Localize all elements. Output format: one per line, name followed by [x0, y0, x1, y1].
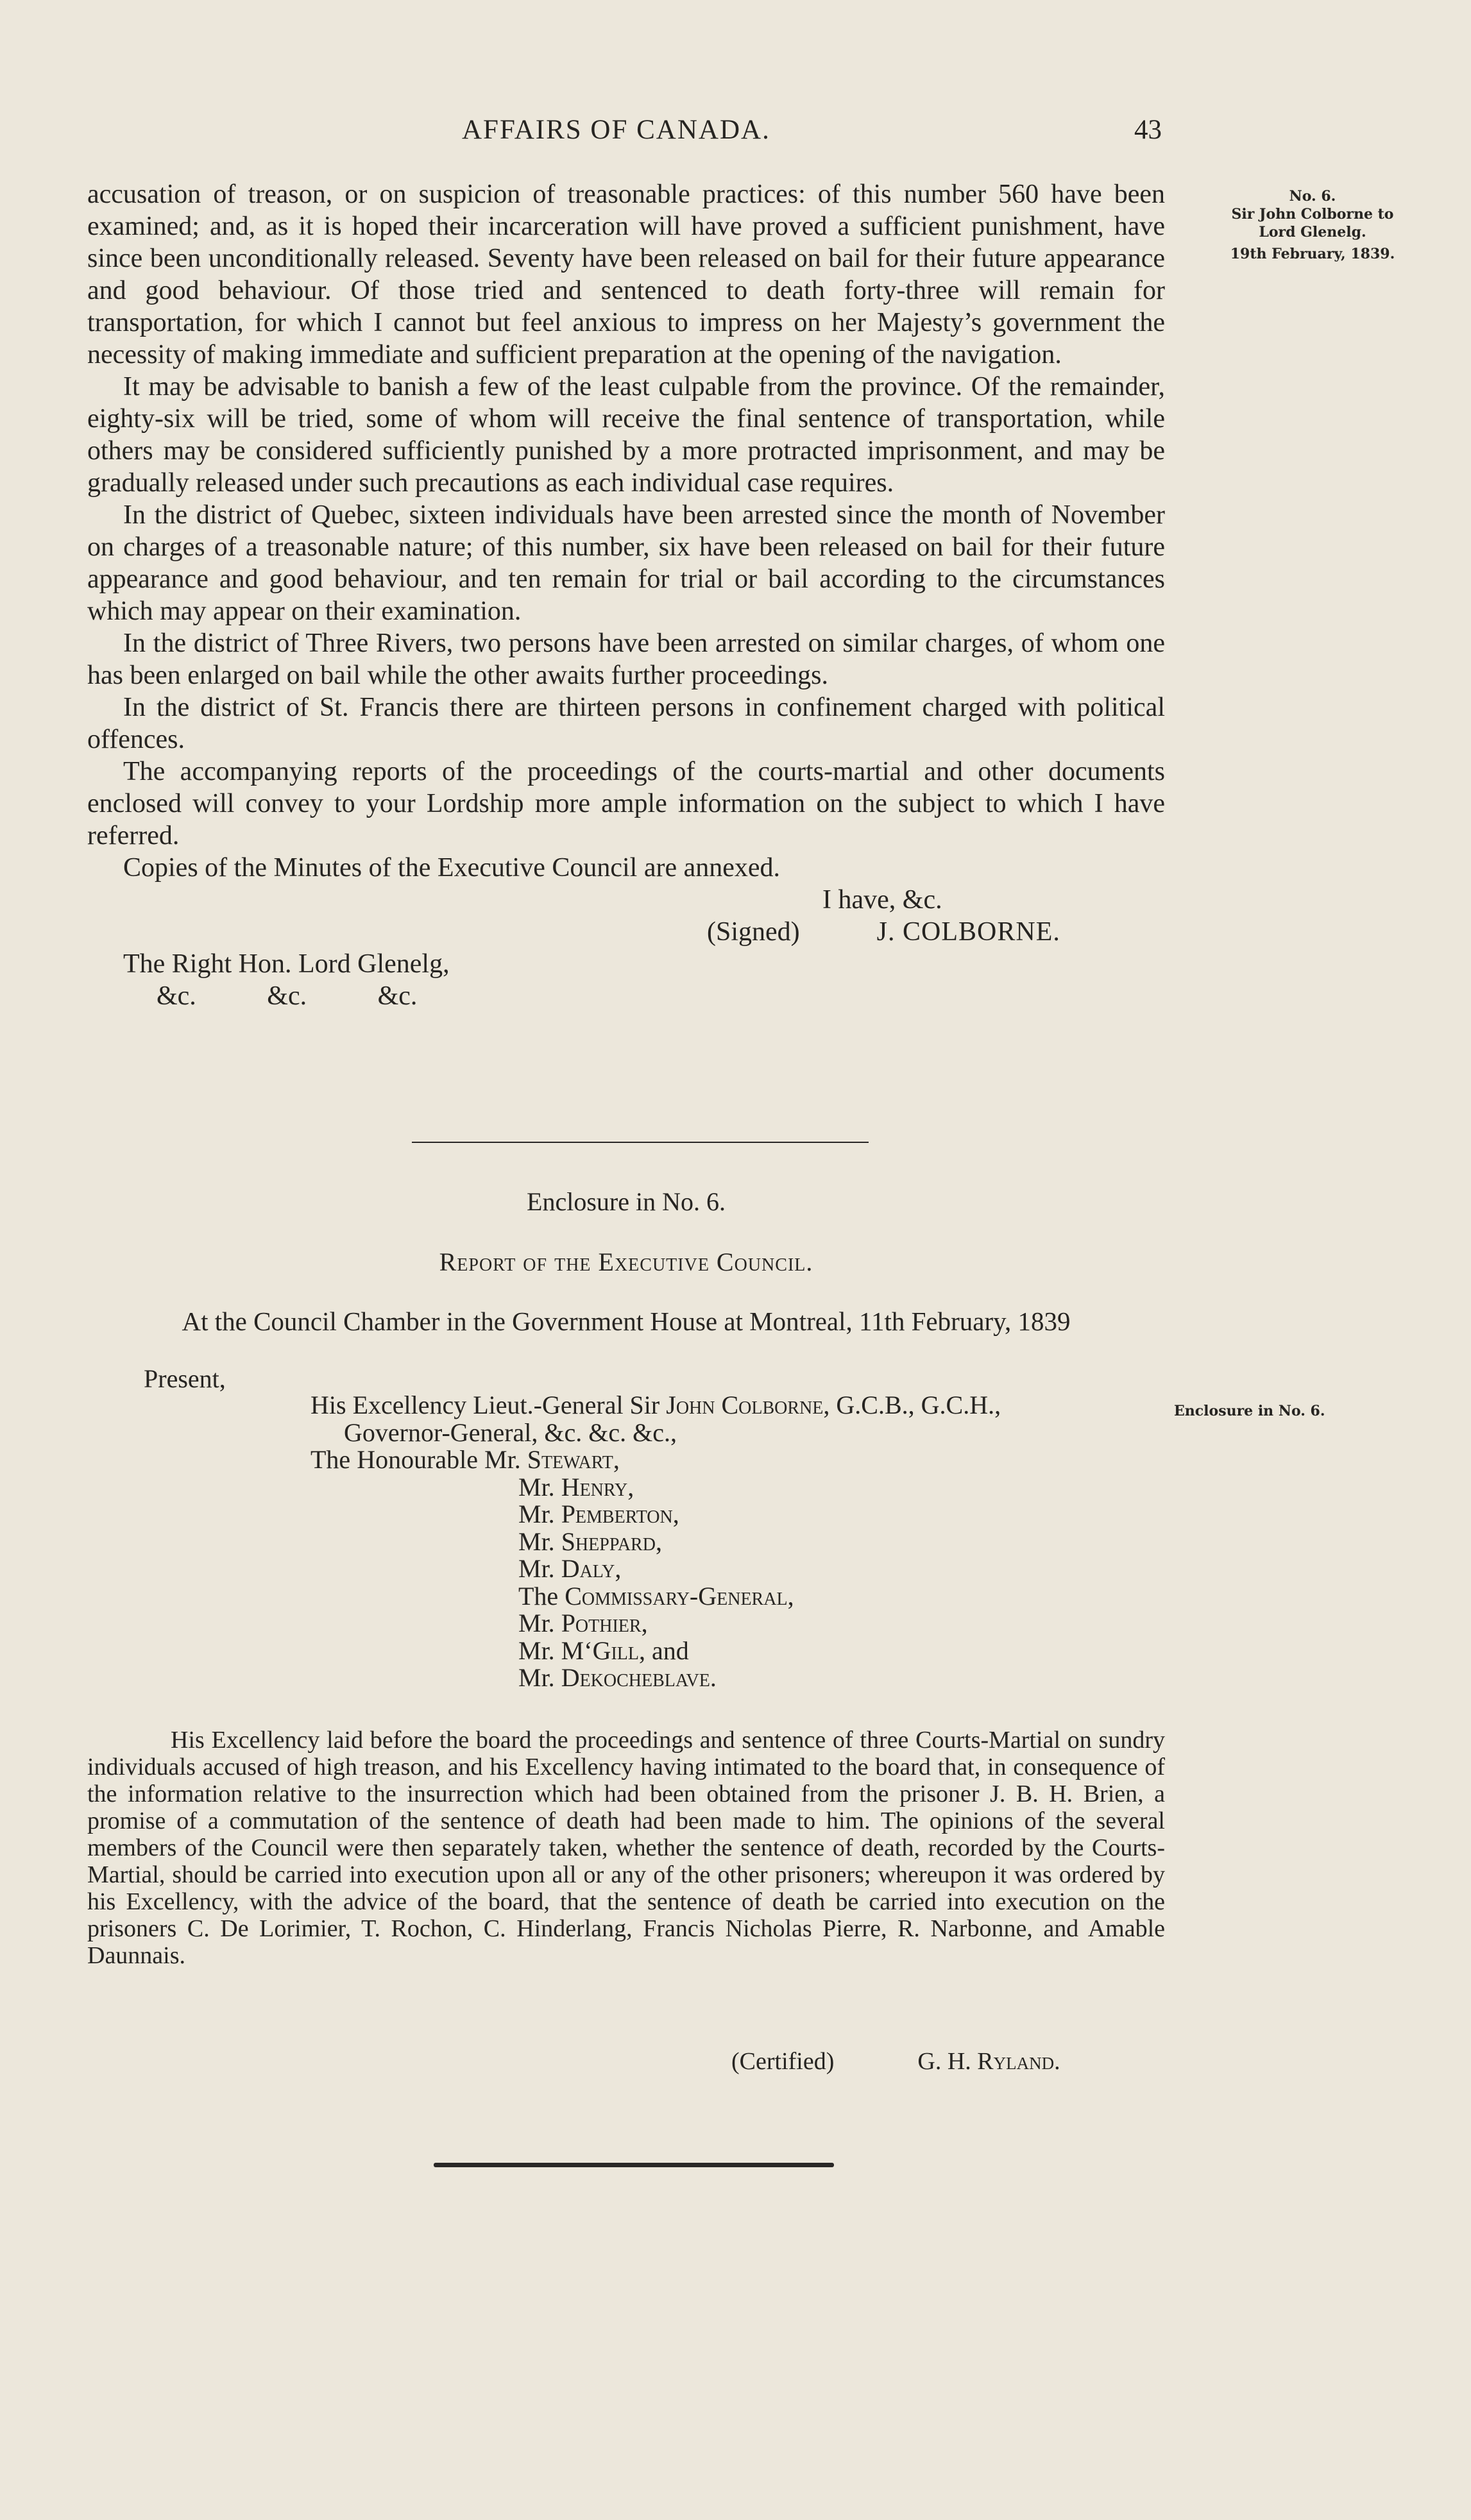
- present-label: Present,: [144, 1364, 226, 1393]
- paragraph: The accompanying reports of the proceedings of the courts-martial and other documents enclosed will convey to your Lordship more ample information on the subject to which I have referred.: [87, 757, 1165, 850]
- paragraph: In the district of Quebec, sixteen individuals have been arrested since the month of November on charges of a treasonable nature; of this number, six have been released on bail for their future appearance and good behaviour, and ten remain for trial or bail according to the circumstances which may appear on their examination.: [87, 500, 1165, 626]
- honourable-prefix: The Honourable Mr.: [310, 1445, 527, 1474]
- chair-name: John Colborne: [666, 1391, 824, 1419]
- member-prefix: Mr. M‘: [518, 1636, 593, 1665]
- member-name: Pemberton: [561, 1500, 673, 1528]
- minute-paragraph: His Excellency laid before the board the proceedings and sentence of three Courts-Martial on sundry individuals accused of high treason, and his Excellency having intimated to the board that, in consequence of the information relative to the insurrection which had been obtained from the prisoner J. B. H. Brien, a promise of a commutation of the sentence of death had been made to him. The opinions of the several members of the Council were then separately taken, whether the sentence of death, recorded by the Courts-Martial, should be carried into execution upon all or any of the other prisoners; whereupon it was ordered by his Excellency, with the advice of the board, that the sentence of death be carried into execution on the prisoners C. De Lorimier, T. Rochon, C. Hinderlang, Francis Nicholas Pierre, R. Narbonne, and Amable Daunnais.: [87, 1727, 1165, 1969]
- member-suffix: .: [710, 1663, 717, 1692]
- signature: J. COLBORNE.: [876, 917, 1060, 947]
- side-note-number: No. 6.: [1289, 188, 1336, 205]
- member-suffix: ,: [627, 1472, 634, 1501]
- member-name: Dekocheblave: [561, 1663, 710, 1692]
- addressee-etc: &c. &c. &c.: [157, 981, 418, 1011]
- list-item: [310, 1555, 1183, 1583]
- member-prefix: Mr.: [518, 1472, 561, 1501]
- member-name: Henry: [561, 1472, 628, 1501]
- signature-line: [87, 916, 1165, 948]
- member-name: Sheppard: [561, 1526, 656, 1556]
- member-name: Commissary-General: [565, 1581, 788, 1611]
- paragraph: In the district of St. Francis there are thirteen persons in confinement charged with political offences.: [87, 693, 1165, 754]
- enclosure-heading: Enclosure in No. 6.: [527, 1187, 726, 1216]
- attendee-honourable: The Honourable Mr. Stewart,: [310, 1445, 620, 1474]
- closing-line: I have, &c.: [822, 885, 942, 915]
- member-suffix: ,: [787, 1581, 794, 1611]
- paragraph: accusation of treason, or on suspicion of treasonable practices: of this number 560 have been examined; and, as it is hoped their incarceration will have proved a sufficient punishment, have since been unconditionally released. Seventy have been released on bail for their future appearance and good behaviour. Of those tried and sentenced to death forty-three will remain for transportation, for which I cannot but feel anxious to impress on her Majesty’s government the necessity of making immediate and sufficient preparation at the opening of the navigation.: [87, 180, 1165, 369]
- list-item: [310, 1637, 1183, 1665]
- chair-prefix: His Excellency Lieut.-General Sir: [310, 1391, 667, 1419]
- side-note-enclosure: Enclosure in No. 6.: [1174, 1403, 1325, 1419]
- member-prefix: Mr.: [518, 1526, 561, 1556]
- end-rule: [434, 2163, 834, 2167]
- side-note-from-to-1: Sir John Colborne to: [1231, 206, 1394, 223]
- council-minute: [87, 1727, 1165, 1969]
- side-note-date: 19th February, 1839.: [1230, 246, 1395, 262]
- member-prefix: Mr.: [518, 1554, 561, 1583]
- member-name: Gill: [592, 1636, 639, 1665]
- addressee: The Right Hon. Lord Glenelg,: [123, 949, 450, 979]
- attendee-chair-title: Governor-General, &c. &c. &c.,: [344, 1417, 677, 1447]
- chair-suffix: , G.C.B., G.C.H.,: [823, 1391, 1001, 1419]
- member-prefix: The: [518, 1581, 565, 1611]
- certified-by: G. H. Ryland.: [917, 2048, 1060, 2075]
- page-number: 43: [1134, 115, 1162, 145]
- paragraph: Copies of the Minutes of the Executive Council are annexed.: [123, 853, 781, 883]
- member-suffix: ,: [655, 1526, 662, 1556]
- member-suffix: , and: [639, 1636, 689, 1665]
- report-title: Report of the Executive Council.: [439, 1247, 813, 1276]
- member-prefix: Mr.: [518, 1500, 561, 1528]
- member-prefix: Mr.: [518, 1609, 561, 1637]
- list-item: [310, 1664, 1183, 1692]
- attendee-list: [310, 1392, 1183, 1692]
- certified-label: (Certified): [731, 2048, 835, 2075]
- member-suffix: ,: [672, 1500, 679, 1528]
- letter-body: [87, 178, 1165, 1012]
- member-suffix: ,: [615, 1554, 622, 1583]
- member-name: Pothier: [561, 1609, 642, 1637]
- paragraph: In the district of Three Rivers, two persons have been arrested on similar charges, of whom one has been enlarged on bail while the other awaits further proceedings.: [87, 629, 1165, 690]
- member-suffix: ,: [641, 1609, 648, 1637]
- side-note-from-to-2: Lord Glenelg.: [1259, 224, 1366, 241]
- list-item: [310, 1583, 1183, 1611]
- side-note-despatch: [1178, 187, 1447, 263]
- list-item: [310, 1501, 1183, 1528]
- list-item: [310, 1610, 1183, 1637]
- certification: [731, 2047, 1060, 2076]
- member-prefix: Mr.: [518, 1663, 561, 1692]
- running-title: AFFAIRS OF CANADA.: [462, 115, 770, 145]
- place-date: At the Council Chamber in the Government House at Montreal, 11th February, 1839: [182, 1307, 1071, 1336]
- attendee-chair: [310, 1392, 1183, 1419]
- paragraph: It may be advisable to banish a few of the least culpable from the province. Of the remainder, eighty-six will be tried, some of whom will receive the final sentence of transportation, while others may be considered sufficiently punished by a more protracted imprisonment, and may be gradually released under such precautions as each individual case requires.: [87, 372, 1165, 498]
- signed-label: (Signed): [707, 917, 800, 947]
- member-name: Daly: [561, 1554, 615, 1583]
- list-item: [310, 1474, 1183, 1501]
- list-item: [310, 1528, 1183, 1556]
- honourable-name: Stewart: [527, 1445, 613, 1474]
- section-divider: [412, 1142, 869, 1143]
